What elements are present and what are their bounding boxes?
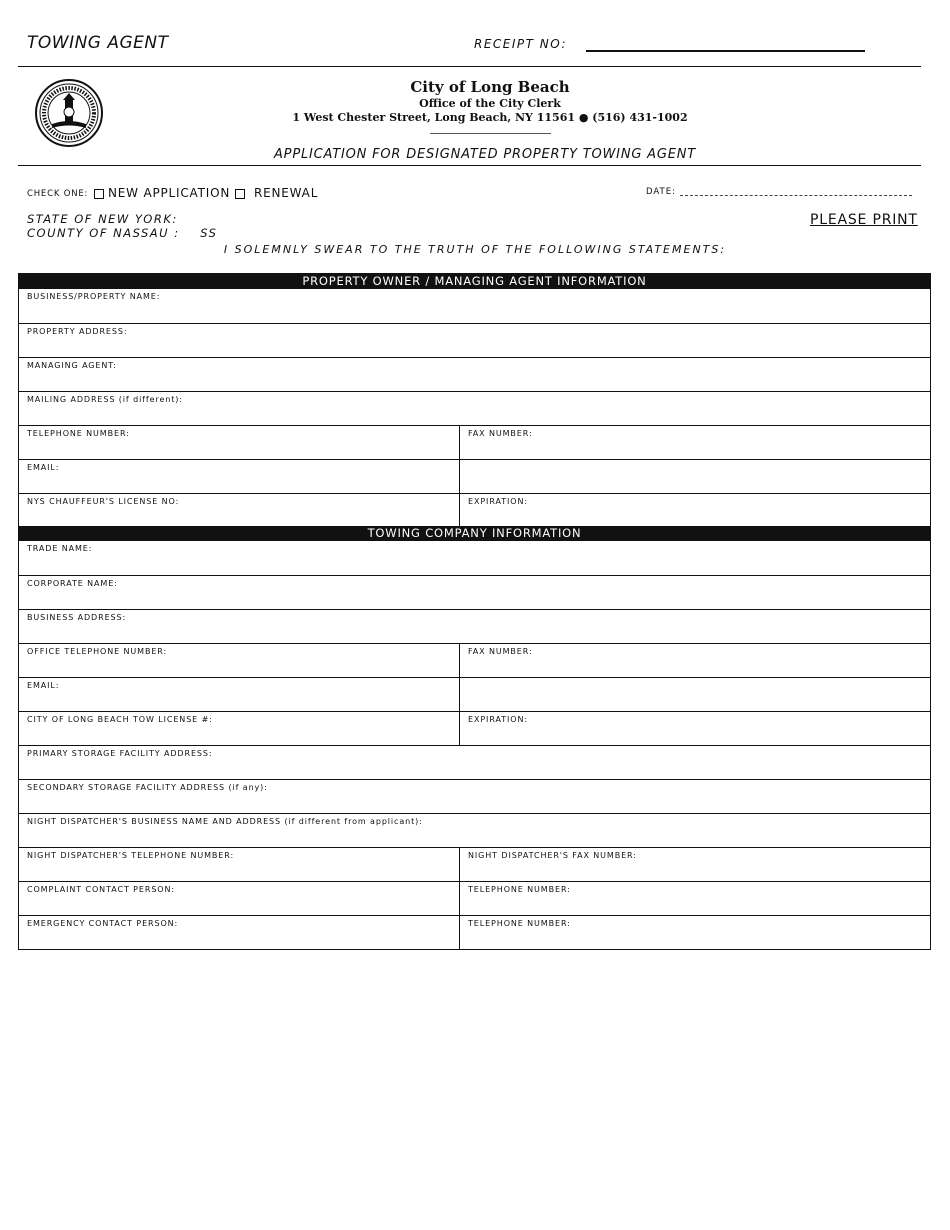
owner-section-heading: PROPERTY OWNER / MANAGING AGENT INFORMATION xyxy=(19,274,930,289)
city-name: City of Long Beach xyxy=(410,78,570,96)
new-application-checkbox[interactable] xyxy=(94,189,104,199)
field-label: FAX NUMBER: xyxy=(468,429,533,438)
trade-name-field[interactable] xyxy=(19,541,930,575)
field-label: TELEPHONE NUMBER: xyxy=(468,885,571,894)
oath-statement: I SOLEMNLY SWEAR TO THE TRUTH OF THE FOLLOWING STATEMENTS: xyxy=(223,243,727,256)
form-row xyxy=(19,779,930,813)
header-divider xyxy=(18,66,921,67)
check-one-label: CHECK ONE: xyxy=(27,189,89,199)
form-row xyxy=(19,575,930,609)
field-label: EXPIRATION: xyxy=(468,715,528,724)
field-label: BUSINESS/PROPERTY NAME: xyxy=(27,292,161,301)
field-label: EMAIL: xyxy=(27,681,60,690)
field-label: NIGHT DISPATCHER'S TELEPHONE NUMBER: xyxy=(27,851,235,860)
owner-expiration-field[interactable] xyxy=(460,494,930,527)
complaint-phone-field[interactable] xyxy=(460,882,930,915)
field-label: PROPERTY ADDRESS: xyxy=(27,327,128,336)
field-label: BUSINESS ADDRESS: xyxy=(27,613,127,622)
date-label: DATE: xyxy=(646,187,676,197)
form-row xyxy=(19,425,930,459)
date-field[interactable] xyxy=(680,195,912,196)
form-row xyxy=(19,677,930,711)
office-underline xyxy=(430,133,551,134)
form-row xyxy=(19,881,930,915)
property-address-field[interactable] xyxy=(19,324,930,357)
owner-section xyxy=(18,273,931,950)
field-label: MANAGING AGENT: xyxy=(27,361,117,370)
application-title: APPLICATION FOR DESIGNATED PROPERTY TOWING AGENT xyxy=(273,147,696,162)
field-label: EMERGENCY CONTACT PERSON: xyxy=(27,919,179,928)
field-label: TRADE NAME: xyxy=(27,544,93,553)
towing-email-field[interactable] xyxy=(19,678,460,711)
office-address: 1 West Chester Street, Long Beach, NY 11561 ● (516) 431-1002 xyxy=(292,111,688,124)
field-label: SECONDARY STORAGE FACILITY ADDRESS (if any): xyxy=(27,783,268,792)
field-label: EMAIL: xyxy=(27,463,60,472)
form-row xyxy=(19,493,930,527)
form-row xyxy=(19,541,930,575)
form-row xyxy=(19,459,930,493)
field-label: CORPORATE NAME: xyxy=(27,579,118,588)
primary-storage-field[interactable] xyxy=(19,746,930,779)
city-seal-icon xyxy=(34,78,104,148)
towing-fax-field[interactable] xyxy=(460,644,930,677)
business-name-field[interactable] xyxy=(19,289,930,323)
secondary-storage-field[interactable] xyxy=(19,780,930,813)
emergency-contact-field[interactable] xyxy=(19,916,460,949)
field-label: NIGHT DISPATCHER'S FAX NUMBER: xyxy=(468,851,637,860)
night-dispatcher-name-field[interactable] xyxy=(19,814,930,847)
towing-section-heading: TOWING COMPANY INFORMATION xyxy=(19,526,930,541)
business-address-field[interactable] xyxy=(19,610,930,643)
form-row xyxy=(19,609,930,643)
form-row xyxy=(19,915,930,949)
office-name: Office of the City Clerk xyxy=(419,97,561,110)
field-label: NIGHT DISPATCHER'S BUSINESS NAME AND ADDRESS (if different from applicant): xyxy=(27,817,423,826)
form-row xyxy=(19,643,930,677)
owner-blank-field[interactable] xyxy=(460,460,930,493)
please-print-note: PLEASE PRINT xyxy=(810,212,918,228)
owner-email-field[interactable] xyxy=(19,460,460,493)
complaint-contact-field[interactable] xyxy=(19,882,460,915)
form-row xyxy=(19,745,930,779)
field-label: EXPIRATION: xyxy=(468,497,528,506)
field-label: COMPLAINT CONTACT PERSON: xyxy=(27,885,175,894)
state-line: STATE OF NEW YORK: xyxy=(27,212,178,226)
form-row xyxy=(19,323,930,357)
field-label: CITY OF LONG BEACH TOW LICENSE #: xyxy=(27,715,213,724)
tow-license-field[interactable] xyxy=(19,712,460,745)
form-row xyxy=(19,289,930,323)
form-row xyxy=(19,391,930,425)
emergency-phone-field[interactable] xyxy=(460,916,930,949)
field-label: PRIMARY STORAGE FACILITY ADDRESS: xyxy=(27,749,213,758)
renewal-label: RENEWAL xyxy=(254,186,319,200)
form-row xyxy=(19,357,930,391)
field-label: TELEPHONE NUMBER: xyxy=(27,429,130,438)
form-type-title: TOWING AGENT xyxy=(27,33,169,53)
towing-blank-field[interactable] xyxy=(460,678,930,711)
field-label: FAX NUMBER: xyxy=(468,647,533,656)
field-label: OFFICE TELEPHONE NUMBER: xyxy=(27,647,168,656)
owner-telephone-field[interactable] xyxy=(19,426,460,459)
form-row xyxy=(19,813,930,847)
owner-fax-field[interactable] xyxy=(460,426,930,459)
form-row xyxy=(19,711,930,745)
managing-agent-field[interactable] xyxy=(19,358,930,391)
mailing-address-field[interactable] xyxy=(19,392,930,425)
form-row xyxy=(19,847,930,881)
receipt-label: RECEIPT NO: xyxy=(474,37,567,51)
renewal-checkbox[interactable] xyxy=(235,189,245,199)
towing-expiration-field[interactable] xyxy=(460,712,930,745)
receipt-number-line[interactable] xyxy=(586,50,865,52)
field-label: MAILING ADDRESS (if different): xyxy=(27,395,183,404)
night-dispatcher-phone-field[interactable] xyxy=(19,848,460,881)
corporate-name-field[interactable] xyxy=(19,576,930,609)
field-label: TELEPHONE NUMBER: xyxy=(468,919,571,928)
chauffeur-license-field[interactable] xyxy=(19,494,460,527)
night-dispatcher-fax-field[interactable] xyxy=(460,848,930,881)
title-divider xyxy=(18,165,921,166)
field-label: NYS CHAUFFEUR'S LICENSE NO: xyxy=(27,497,180,506)
county-line: COUNTY OF NASSAU : SS xyxy=(27,226,218,240)
office-telephone-field[interactable] xyxy=(19,644,460,677)
new-application-label: NEW APPLICATION xyxy=(108,186,231,200)
